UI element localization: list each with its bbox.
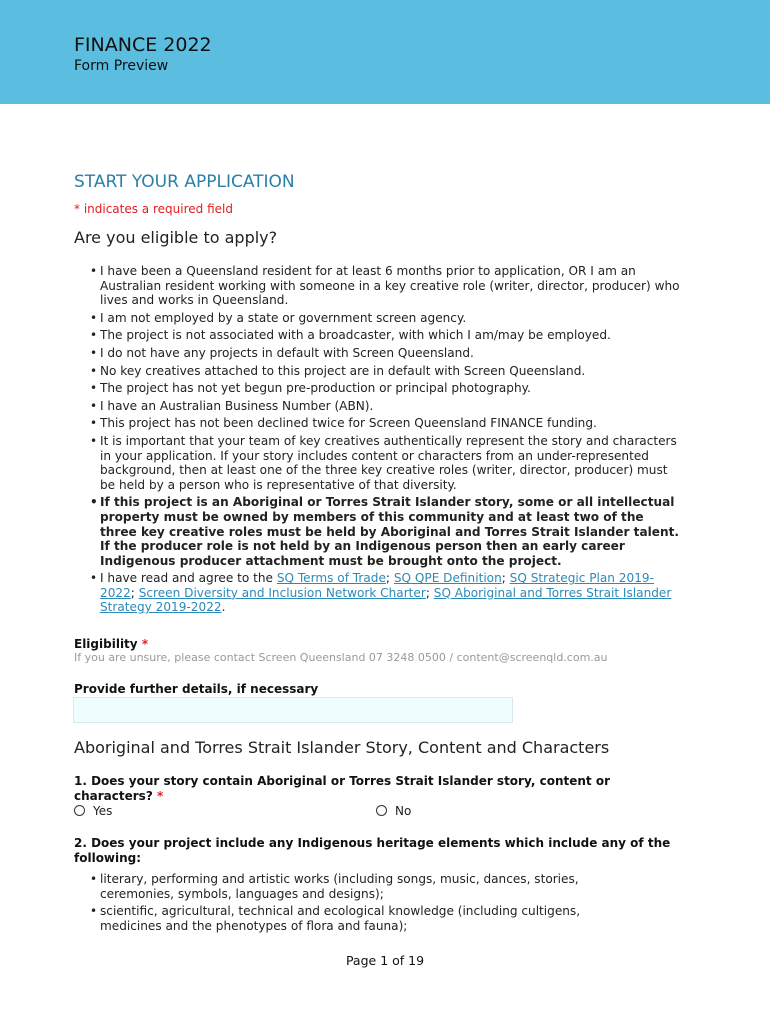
required-field-note: * indicates a required field bbox=[74, 202, 233, 216]
list-item: • The project is not associated with a broadcaster, with which I am/may be employed. bbox=[92, 328, 682, 343]
eligibility-hint: If you are unsure, please contact Screen Queensland 07 3248 0500 / content@screenqld.com.au bbox=[74, 651, 608, 664]
diversity-charter-link[interactable]: Screen Diversity and Inclusion Network Charter bbox=[138, 585, 426, 600]
list-item: • It is important that your team of key creatives authentically represent the story and characters in your application. If your story includes content or characters from an under-represented background, then at least one of the three key creative roles (writer, director, producer) must be held by a person who is representative of that diversity. bbox=[92, 434, 682, 492]
required-mark: * bbox=[141, 637, 149, 651]
agreement-suffix: . bbox=[221, 600, 226, 615]
separator: ; bbox=[385, 571, 394, 586]
list-item: • No key creatives attached to this project are in default with Screen Queensland. bbox=[92, 364, 682, 379]
radio-yes[interactable] bbox=[74, 804, 112, 818]
list-item: • I am not employed by a state or government screen agency. bbox=[92, 311, 682, 326]
radio-circle-icon bbox=[376, 805, 387, 816]
radio-circle-icon bbox=[74, 805, 85, 816]
radio-no-label: No bbox=[395, 804, 412, 818]
list-item-indigenous-requirement: • If this project is an Aboriginal or Torres Strait Islander story, some or all intellectual property must be owned by members of this community and at least two of the three key creative roles must be held by Aboriginal and Torres Strait Islander talent. If the producer role is not held by an Indigenous person then an early career Indigenous producer attachment must be brought onto the project. bbox=[92, 495, 682, 568]
strategic-plan-link[interactable]: SQ Strategic Plan 2019-2022 bbox=[100, 571, 654, 600]
eligibility-label-text: Eligibility bbox=[74, 637, 138, 651]
list-item-agreement bbox=[92, 571, 682, 615]
heritage-elements-list bbox=[92, 872, 632, 936]
separator: ; bbox=[130, 585, 139, 600]
details-input[interactable] bbox=[73, 697, 513, 723]
list-item: • I have an Australian Business Number (ABN). bbox=[92, 399, 682, 414]
required-mark: * bbox=[156, 789, 164, 803]
qpe-definition-link[interactable]: SQ QPE Definition bbox=[393, 571, 502, 586]
list-item: • scientific, agricultural, technical and ecological knowledge (including cultigens, medicines and the phenotypes of flora and fauna); bbox=[92, 904, 632, 933]
section-title: START YOUR APPLICATION bbox=[74, 172, 295, 192]
terms-of-trade-link[interactable]: SQ Terms of Trade bbox=[276, 571, 386, 586]
list-item: • literary, performing and artistic works (including songs, music, dances, stories, ceremonies, symbols, languages and designs); bbox=[92, 872, 632, 901]
question-1-text: 1. Does your story contain Aboriginal or Torres Strait Islander story, content or characters? bbox=[74, 774, 610, 803]
atsi-heading: Aboriginal and Torres Strait Islander Story, Content and Characters bbox=[74, 738, 610, 757]
form-subtitle: Form Preview bbox=[74, 58, 169, 74]
page-header bbox=[0, 0, 770, 104]
list-item: • This project has not been declined twice for Screen Queensland FINANCE funding. bbox=[92, 416, 682, 431]
separator: ; bbox=[425, 585, 434, 600]
eligibility-field-label bbox=[74, 637, 148, 651]
radio-no[interactable] bbox=[376, 804, 411, 818]
eligibility-criteria-list bbox=[92, 264, 682, 618]
list-item: • I do not have any projects in default with Screen Queensland. bbox=[92, 346, 682, 361]
radio-yes-label: Yes bbox=[93, 804, 113, 818]
list-item: • I have been a Queensland resident for at least 6 months prior to application, OR I am an Australian resident working with someone in a key creative role (writer, director, producer) who lives and works in Queensland. bbox=[92, 264, 682, 308]
form-title: FINANCE 2022 bbox=[74, 34, 212, 56]
atsi-strategy-link[interactable]: SQ Aboriginal and Torres Strait Islander Strategy 2019-2022 bbox=[100, 585, 672, 615]
page-number: Page 1 of 19 bbox=[345, 953, 425, 968]
agreement-prefix: I have read and agree to the bbox=[100, 571, 277, 586]
list-item: • The project has not yet begun pre-production or principal photography. bbox=[92, 381, 682, 396]
question-2: 2. Does your project include any Indigenous heritage elements which include any of the following: bbox=[74, 836, 671, 865]
details-field-label: Provide further details, if necessary bbox=[74, 682, 319, 696]
eligibility-heading: Are you eligible to apply? bbox=[74, 228, 278, 247]
separator: ; bbox=[501, 571, 510, 586]
question-1 bbox=[74, 774, 674, 804]
